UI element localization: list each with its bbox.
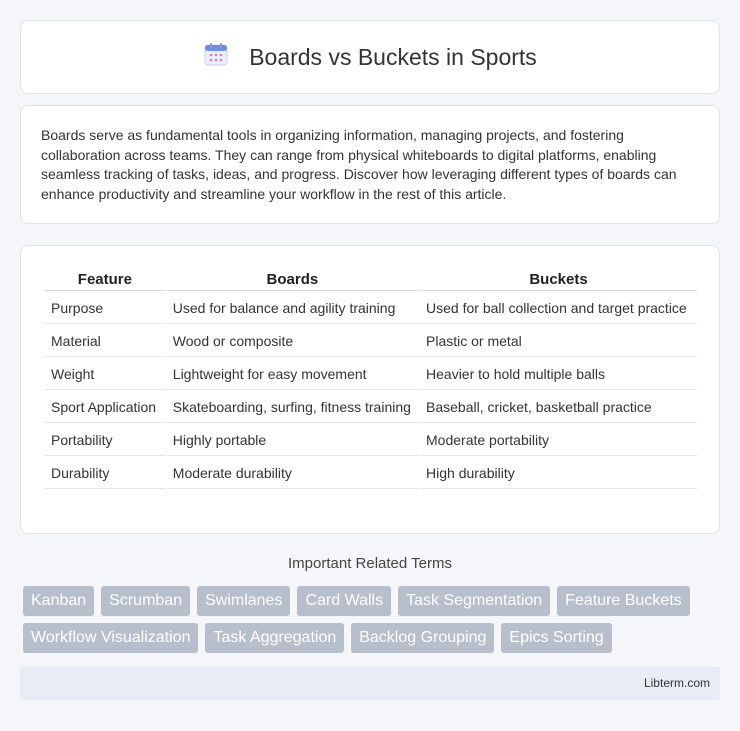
cell-boards: Lightweight for easy movement — [167, 359, 418, 390]
cell-boards: Moderate durability — [167, 458, 418, 489]
cell-feature: Purpose — [45, 293, 165, 324]
cell-buckets: Plastic or metal — [420, 326, 697, 357]
cell-buckets: Used for ball collection and target practice — [420, 293, 697, 324]
cell-buckets: Heavier to hold multiple balls — [420, 359, 697, 390]
tag-feature-buckets[interactable]: Feature Buckets — [557, 586, 690, 616]
cell-boards: Used for balance and agility training — [167, 293, 418, 324]
cell-buckets: Baseball, cricket, basketball practice — [420, 392, 697, 423]
calendar-icon — [203, 42, 229, 73]
cell-boards: Skateboarding, surfing, fitness training — [167, 392, 418, 423]
cell-buckets: Moderate portability — [420, 425, 697, 456]
intro-text: Boards serve as fundamental tools in organizing information, managing projects, and fostering collaboration across teams. They can range from physical whiteboards to digital platforms, enabling seamless tracking of tasks, ideas, and progress. Discover how leveraging different types of boards can enhance productivity and streamline your workflow in the rest of this article. — [41, 127, 677, 202]
comparison-card — [20, 245, 720, 534]
table-row — [45, 458, 697, 489]
cell-boards: Highly portable — [167, 425, 418, 456]
cell-feature: Weight — [45, 359, 165, 390]
footer-site-link[interactable]: Libterm.com — [643, 676, 710, 690]
table-row — [45, 326, 697, 357]
header — [203, 42, 537, 73]
cell-feature: Portability — [45, 425, 165, 456]
tag-task-segmentation[interactable]: Task Segmentation — [398, 586, 550, 616]
cell-boards: Wood or composite — [167, 326, 418, 357]
header-boards: Boards — [167, 268, 418, 291]
tag-backlog-grouping[interactable]: Backlog Grouping — [351, 623, 494, 653]
intro-card — [20, 105, 720, 224]
table-row — [45, 392, 697, 423]
cell-feature: Sport Application — [45, 392, 165, 423]
tag-task-aggregation[interactable]: Task Aggregation — [205, 623, 344, 653]
table-header-row — [45, 268, 697, 291]
table-row — [45, 425, 697, 456]
table-row — [45, 359, 697, 390]
footer — [20, 667, 720, 700]
tag-workflow-visualization[interactable]: Workflow Visualization — [23, 623, 198, 653]
related-terms-tags — [23, 586, 723, 653]
comparison-table — [43, 266, 699, 491]
cell-buckets: High durability — [420, 458, 697, 489]
header-feature: Feature — [45, 268, 165, 291]
tag-swimlanes[interactable]: Swimlanes — [197, 586, 290, 616]
header-buckets: Buckets — [420, 268, 697, 291]
tag-card-walls[interactable]: Card Walls — [297, 586, 391, 616]
tag-scrumban[interactable]: Scrumban — [101, 586, 190, 616]
tag-epics-sorting[interactable]: Epics Sorting — [501, 623, 611, 653]
related-terms-title: Important Related Terms — [288, 555, 452, 572]
cell-feature: Material — [45, 326, 165, 357]
table-row — [45, 293, 697, 324]
cell-feature: Durability — [45, 458, 165, 489]
page-title: Boards vs Buckets in Sports — [249, 43, 537, 70]
header-card — [20, 20, 720, 94]
tag-kanban[interactable]: Kanban — [23, 586, 94, 616]
